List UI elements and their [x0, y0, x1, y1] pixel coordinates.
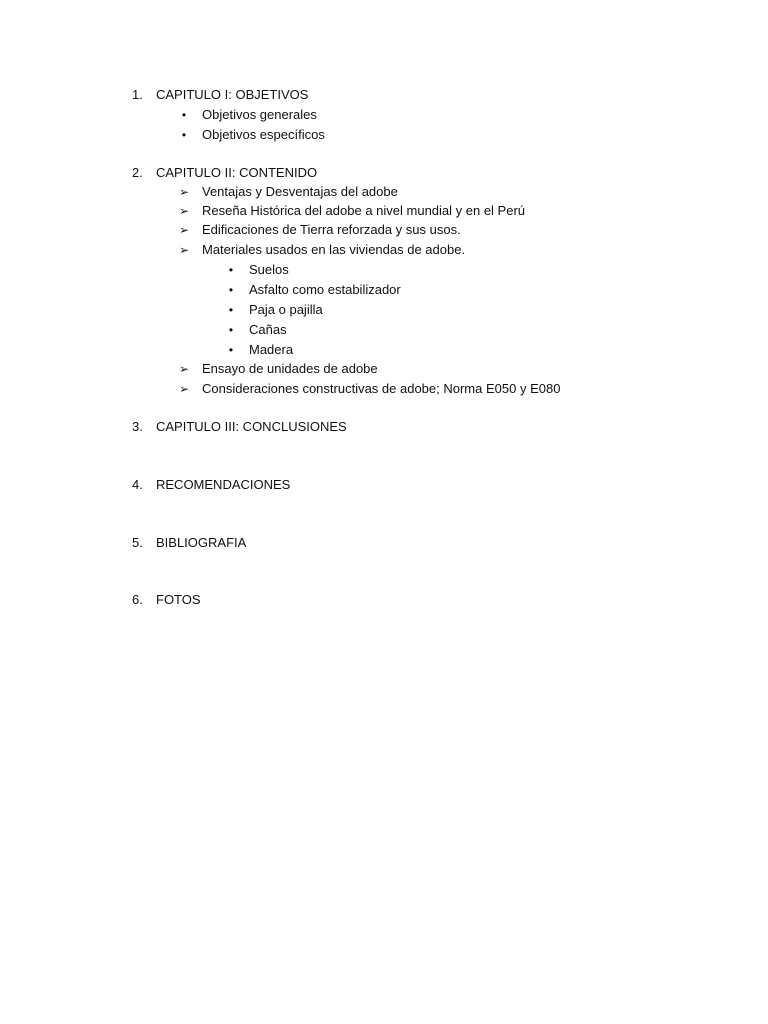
toc-item-label: Ventajas y Desventajas del adobe [202, 184, 398, 199]
toc-subitem-label: Paja o pajilla [249, 302, 323, 317]
bullet-icon: • [181, 128, 187, 142]
toc-item-label: Edificaciones de Tierra reforzada y sus usos. [202, 222, 461, 237]
toc-subitem-label: Cañas [249, 322, 287, 337]
toc-item-label: Consideraciones constructivas de adobe; Norma E050 y E080 [202, 381, 561, 396]
chapter-title: CAPITULO III: CONCLUSIONES [156, 419, 347, 434]
arrow-icon: ➢ [178, 223, 190, 237]
toc-item-label: Ensayo de unidades de adobe [202, 361, 378, 376]
bullet-icon: • [228, 303, 234, 317]
chapter-number: 6. [132, 592, 143, 607]
bullet-icon: • [228, 263, 234, 277]
toc-item-label: Objetivos generales [202, 107, 317, 122]
toc-subitem-label: Suelos [249, 262, 289, 277]
arrow-icon: ➢ [178, 185, 190, 199]
bullet-icon: • [228, 343, 234, 357]
chapter-number: 3. [132, 419, 143, 434]
toc-item-label: Materiales usados en las viviendas de adobe. [202, 242, 466, 257]
arrow-icon: ➢ [178, 243, 190, 257]
chapter-number: 5. [132, 535, 143, 550]
chapter-number: 2. [132, 165, 143, 180]
toc-subitem-label: Asfalto como estabilizador [249, 282, 401, 297]
toc-subitem-label: Madera [249, 342, 294, 357]
arrow-icon: ➢ [178, 382, 190, 396]
bullet-icon: • [228, 283, 234, 297]
chapter-title: FOTOS [156, 592, 201, 607]
chapter-title: CAPITULO I: OBJETIVOS [156, 87, 309, 102]
toc-item-label: Objetivos específicos [202, 127, 325, 142]
arrow-icon: ➢ [178, 204, 190, 218]
bullet-icon: • [181, 108, 187, 122]
chapter-title: RECOMENDACIONES [156, 477, 291, 492]
chapter-title: BIBLIOGRAFIA [156, 535, 247, 550]
chapter-title: CAPITULO II: CONTENIDO [156, 165, 318, 180]
chapter-number: 4. [132, 477, 143, 492]
arrow-icon: ➢ [178, 362, 190, 376]
chapter-number: 1. [132, 87, 143, 102]
toc-item-label: Reseña Histórica del adobe a nivel mundial y en el Perú [202, 203, 526, 218]
bullet-icon: • [228, 323, 234, 337]
